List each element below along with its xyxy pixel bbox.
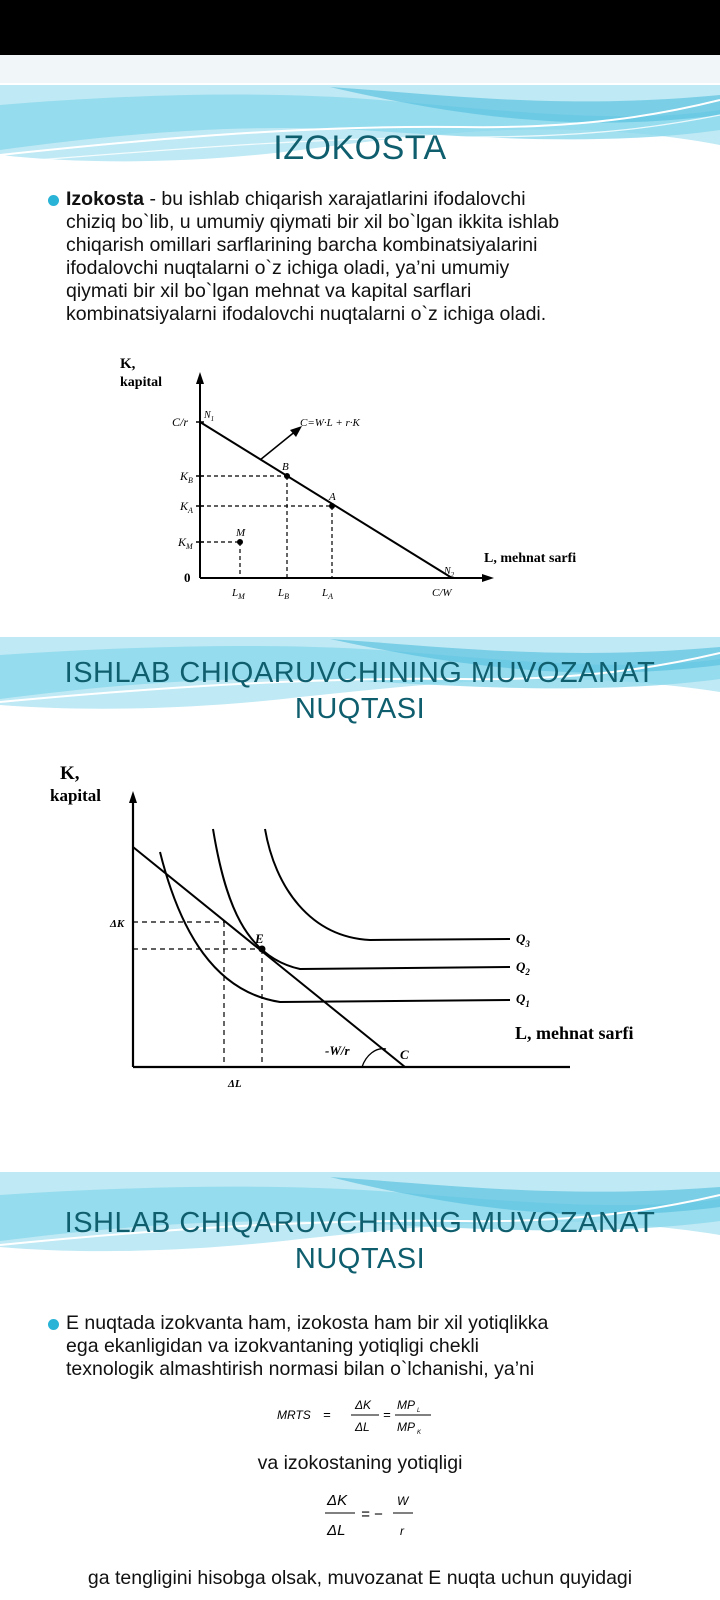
point-m-marker — [237, 539, 243, 545]
x-axis-label: L, mehnat sarfi — [484, 551, 577, 566]
mrts-label: MRTS — [277, 1408, 311, 1422]
delta-l-label: ΔL — [228, 1078, 242, 1090]
mrts-formula — [275, 1391, 475, 1441]
bullet-paragraph — [52, 188, 700, 326]
la-label: $L_A$ — [322, 587, 334, 601]
point-b-marker — [284, 473, 290, 479]
kb-label: $K_B$ — [180, 469, 193, 485]
bottom-text: ga tengligini hisobga olsak, muvozanat E nuqta uchun quyidagi — [87, 1567, 633, 1589]
origin-label: 0 — [184, 570, 191, 585]
text-line: chiqarish omillari sarflarining barcha kombinatsiyalarini — [66, 234, 538, 256]
frac4-den: r — [400, 1524, 404, 1538]
text-line: ega ekanligidan va izokvantaning yotiqligi chekli — [66, 1335, 480, 1357]
lb-label: $L_B$ — [278, 587, 290, 601]
q2-label: $Q_2$ — [516, 959, 530, 977]
x-axis-label: L, mehnat sarfi — [515, 1023, 634, 1043]
title-line-1: ISHLAB CHIQARUVCHINING MUVOZANAT — [64, 657, 656, 689]
frac1-den: ΔL — [355, 1420, 370, 1434]
equals-minus: = − — [361, 1506, 383, 1523]
izokosta-slope-text: va izokostaning yotiqligi — [257, 1452, 463, 1474]
ka-label: $K_A$ — [180, 499, 193, 515]
q1-label: $Q_1$ — [516, 991, 530, 1009]
y-axis-label-kapital: kapital — [120, 375, 163, 390]
slide-muvozanat-text — [0, 1167, 720, 1600]
title-line-2: NUQTASI — [294, 693, 426, 725]
slide-title: IZOKOSTA — [273, 129, 447, 167]
y-axis-label-k: K, — [120, 356, 136, 372]
delta-k-label: ΔK — [110, 918, 125, 930]
slope-label: -W/r — [325, 1043, 350, 1058]
slide-izokosta — [0, 55, 720, 612]
text-line: ifodalovchi nuqtalarni o`z ichiga oladi, ya’ni umumiy — [66, 257, 510, 279]
text-line: texnologik almashtirish normasi bilan o`lchanishi, ya’ni — [66, 1358, 535, 1380]
isocost-diagram — [112, 350, 612, 605]
text-line: - bu ishlab chiqarish xarajatlarini ifodalovchi — [144, 188, 526, 210]
frac2-den: MP $_K$ — [397, 1420, 422, 1436]
frac1-num: ΔK — [355, 1398, 372, 1412]
text-line: kombinatsiyalarni ifodalovchi nuqtalarni o`z ichiga oladi. — [66, 303, 547, 325]
equals-sign: = — [323, 1407, 331, 1422]
point-m-label: M — [236, 527, 246, 539]
n2-label: $N_2$ — [444, 566, 455, 579]
slope-formula — [325, 1485, 445, 1545]
slide-title — [0, 655, 720, 727]
point-e-label: E — [255, 931, 264, 946]
frac3-num: ΔK — [327, 1492, 348, 1509]
producer-equilibrium-diagram — [50, 757, 670, 1097]
status-bar — [0, 0, 720, 55]
text-line: chiziq bo`lib, u umumiy qiymati bir xil bo`lgan ikkita ishlab — [66, 211, 560, 233]
lm-label: $L_M$ — [232, 587, 245, 601]
n1-label: $N_1$ — [204, 410, 215, 423]
frac4-num: W — [397, 1494, 409, 1508]
slide-title — [0, 1205, 720, 1277]
c-over-r-label: C/r — [172, 415, 189, 429]
point-e-marker — [259, 946, 266, 953]
term-izokosta: Izokosta — [66, 188, 145, 210]
text-line: qiymati bir xil bo`lgan mehnat va kapital sarflari — [66, 280, 472, 302]
km-label: $K_M$ — [178, 535, 193, 551]
point-a-marker — [329, 503, 335, 509]
bullet-dot-icon — [48, 195, 59, 206]
q3-label: $Q_3$ — [516, 931, 530, 949]
frac3-den: ΔL — [327, 1522, 346, 1539]
equals-sign-2: = — [383, 1407, 391, 1422]
bullet-dot-icon — [48, 1319, 59, 1330]
slide-muvozanat-diagram — [0, 617, 720, 1162]
y-axis-label-k: K, — [60, 763, 80, 784]
text-line: E nuqtada izokvanta ham, izokosta ham bir xil yotiqlikka — [66, 1312, 549, 1334]
y-axis-label-kapital: kapital — [50, 786, 102, 805]
title-line-2: NUQTASI — [294, 1243, 426, 1275]
point-a-label: A — [329, 491, 336, 503]
title-line-1: ISHLAB CHIQARUVCHINING MUVOZANAT — [64, 1207, 656, 1239]
slide-header-waves — [0, 55, 720, 195]
equation-label: C=W·L + r·K — [300, 417, 360, 429]
point-c-label: C — [400, 1047, 409, 1062]
c-over-w-label: C/W — [432, 587, 452, 599]
bullet-paragraph — [52, 1312, 700, 1381]
frac2-num: MP $_L$ — [397, 1398, 421, 1414]
point-b-label: B — [282, 461, 289, 473]
